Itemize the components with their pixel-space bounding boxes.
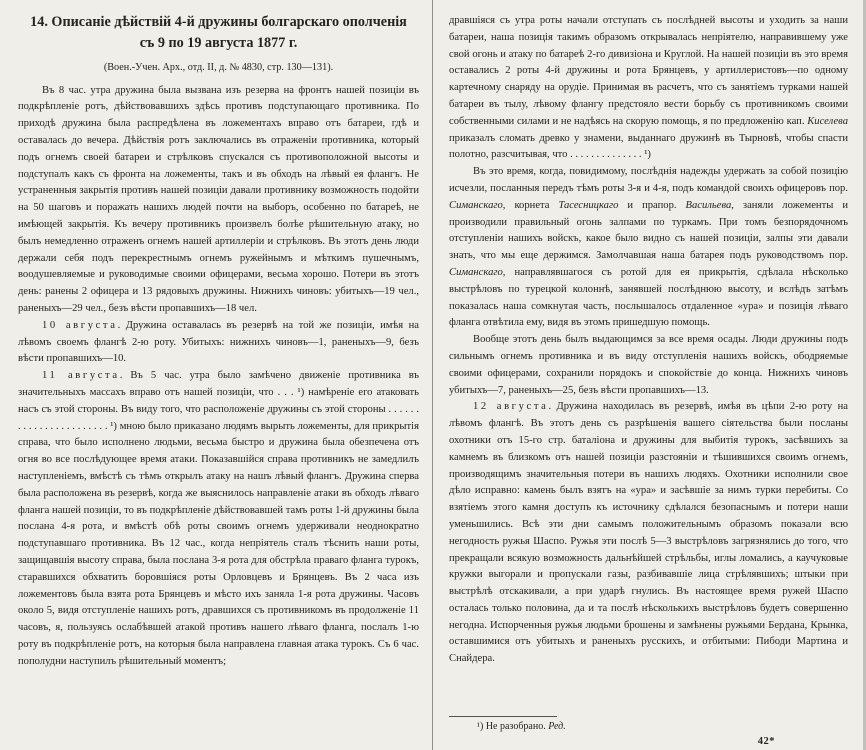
paragraph bbox=[449, 13, 848, 164]
text-segment: . Дружина оставалась въ резервѣ на той же позиціи, имѣя на лѣвомъ своемъ флангѣ 2-ю роту. Убитыхъ: нижнихъ чиновъ—1, раненыхъ—9, безъ вѣсти пропавшихъ—10. bbox=[18, 319, 419, 365]
paragraph bbox=[449, 164, 848, 332]
footnote-editor-signature: Ред. bbox=[548, 721, 566, 732]
date-heading: 12 августа bbox=[473, 401, 549, 413]
text-segment: приказалъ сломать древко у знамени, выданнаго дружинѣ въ Тырновѣ, чтобы спасти полотно, разсчитывая, что . . . . . . . . . . . . . . ¹) bbox=[449, 132, 848, 161]
right-column bbox=[433, 0, 866, 750]
text-segment: и прапор. bbox=[618, 199, 686, 211]
footnote-text-line bbox=[449, 720, 848, 734]
person-name: Киселева bbox=[807, 115, 848, 127]
paragraph bbox=[449, 399, 848, 668]
archive-source-reference: (Воен.-Учен. Арх., отд. II, д. № 4830, стр. 130—131). bbox=[103, 61, 334, 73]
text-segment: . Въ 5 час. утра было замѣчено движеніе противника въ значительныхъ массахъ вправо отъ нашей позиціи, что . . . ¹) намѣреніе его атаковать насъ съ этой стороны. Въ виду того, что расположеніе дружины съ этой стороны . . . . . . . . . . . . . . . . . . . . . . . ¹) мною было приказано людямъ вырыть ложементы, для прикрытія справа, что было исполнено людьми, весьма быстро и дружина была обезпечена отъ огня во все послѣдующее время атаки. Показавшійся справа противникъ не замедлилъ наступленіемъ, вмѣстѣ съ тѣмъ открылъ атаку на нашъ лѣвый флангъ. Дружина сперва была расположена въ резервѣ, когда же выяснилось направленіе атаки въ обходъ лѣваго фланга нашей позиціи, то въ подкрѣпленіе дѣйствовавшей тамъ роты 1-й дружины была послана 4-я рота, и вмѣстѣ обѣ роты своимъ огнемъ удерживали неоднократно подступавшаго противника. Въ 12 час., когда непріятель сталъ тѣснить наши роты, защищавшія высоту справа, была послана 3-я рота для обстрѣла праваго фланга турокъ, старавшихся обхватить боровшіяся роты Орловцевъ и Брянцевъ. Въ 2 часа изъ ложементовъ была взята рота Брянцевъ и мѣсто ихъ заняла 1-я рота дружины. Часовъ около 5, видя отступленіе нашихъ ротъ, дравшихся съ противникомъ въ продолженіе 11 часовъ, я, пользуясь ослабѣвшей атакой противъ нашего лѣваго фланга, послалъ 1-ю роту въ подкрѣпленіе ротъ, на которыя была направлена главная атака турокъ. Съ 6 час. пополудни наступилъ рѣшительный моментъ; bbox=[18, 370, 419, 667]
date-heading: 10 августа bbox=[42, 319, 118, 331]
date-heading: 11 августа bbox=[42, 370, 120, 382]
footnote-rule bbox=[449, 716, 557, 717]
person-name: Симанскаго bbox=[449, 266, 503, 278]
paragraph bbox=[449, 332, 848, 399]
page-number: 42* bbox=[757, 736, 775, 747]
document-title: 14. Описаніе дѣйствій 4-й дружины болгарскаго ополченія съ 9 по 19 августа 1877 г. bbox=[30, 14, 407, 52]
footnote-text: Не разобрано. bbox=[485, 721, 546, 732]
text-segment: Въ это время, когда, повидимому, послѣднія надежды удержать за собой позицію исчезли, посланныя передъ тѣмъ роты 3-я и 4-я, подъ командой своихъ офицеровъ пор. bbox=[449, 166, 848, 194]
person-name: Васильева bbox=[685, 199, 732, 211]
text-segment: Въ 8 час. утра дружина была вызвана изъ резерва на фронтъ нашей позиціи въ подкрѣпленіе ротъ, дѣйствовавшихъ здѣсь противъ подступающаго противника. По приходѣ дружина была распредѣлена въ ложементахъ вправо отъ батареи, гдѣ и оставалась до вечера. Дѣйствія ротъ заключались въ отраженіи противника, который подъ огнемъ своей батареи и стрѣлковъ спускался съ противоположной высоты и подступалъ какъ съ фронта на ложементы, такъ и въ обходъ на лѣвый ея флангъ. Не устраненныя закрытія противъ нашей позиціи давали противнику возможность подойти на 50 шаговъ и поражать нашихъ людей почти на выборъ, особенно по батареѣ, не имѣющей закрытія. Къ вечеру противникъ произвелъ болѣе рѣшительную атаку, но былъ немедленно отраженъ огнемъ нашей артиллеріи и стрѣлковъ. Въ этотъ день люди держали себя подъ перекрестнымъ огнемъ ружейнымъ и мѣткимъ пушечнымъ, воодушевляемые и руководимые своими офицерами, весьма хорошо. Потери въ этотъ день: ранены 2 офицера и 13 рядовыхъ дружины. Нижнихъ чиновъ: убитыхъ—19 чел., раненыхъ—29 чел., безъ вѣсти пропавшихъ—18 чел. bbox=[18, 84, 419, 314]
footnote bbox=[449, 714, 848, 734]
right-column-text bbox=[449, 13, 848, 668]
footnote-marker: ¹) bbox=[477, 721, 484, 732]
text-segment: , корнета bbox=[502, 199, 559, 211]
left-column-text bbox=[18, 83, 419, 671]
text-segment: дравшіяся съ утра роты начали отступать съ послѣдней высоты и уходить за наши батареи, наша позиція такимъ образомъ открывалась непріятелю, направившему уже свой огонь и атаку по батареѣ 2-го дивизіона и Круглой. На нашей позиціи въ это время оставались 2 роты 4-й дружины и рота Брянцевъ, у артиллеристовъ—по одному картечному снаряду на орудіе. Принимая въ расчетъ, что съ занятіемъ турками нашей батареи въ тылу, лѣвому флангу предстояло вести борьбу съ противникомъ своими собственными силами и не надѣясь на скорую помощь, я по предложенію кап. bbox=[449, 15, 848, 127]
person-name: Симанскаго bbox=[449, 199, 503, 211]
text-segment: , заняли ложементы и производили правильный огонь залпами по туркамъ. При томъ безпорядочномъ отступленіи нашихъ войскъ, какое было видно съ нашей позиціи, залпы эти давали знать, что мы еще держимся. Замолчавшая наша батарея подъ руководствомъ пор. bbox=[449, 199, 849, 262]
paragraph bbox=[18, 318, 419, 368]
text-segment: . Дружина находилась въ резервѣ, имѣя въ цѣпи 2-ю роту на лѣвомъ флангѣ. Въ этотъ день съ разрѣшенія вашего сіятельства были посланы охотники отъ 15-го стр. баталіона и дружины для выбитія турокъ, засѣвшихъ за камнемъ въ близкомъ отъ нашей позиціи разстояніи и тѣшившихся своимъ огнемъ, производящимъ значительныя потери въ нашихъ людяхъ. Охотники исполнили свое дѣло исправно: камень былъ взятъ на «ура» и засѣвшіе за нимъ турки перебиты. Со взятіемъ этого камня доступъ къ источнику сдѣлался безопаснымъ и потери наши уменьшились. Всѣ эти дни самымъ положительнымъ образомъ показали всю негодность ружья Шаспо. Ружья эти послѣ 5—3 выстрѣловъ загрязнялись до того, что прекращали всякую возможность дальнѣйшей стрѣльбы, иглы ломались, а каучуковые кружки выгорали и пропускали газы, разбивавшіе лица стрѣлявшихъ; штыки при выстрѣлѣ отскакивали, а при ударѣ гнулись. Въ настоящее время ружей Шаспо осталась только половина, да и та послѣ нѣсколькихъ выстрѣловъ будетъ совершенно негодна. Испорченныя ружья людьми брошены и замѣнены ружьями Бердана, Крынка, оставшимися отъ убитыхъ и раненыхъ русскихъ, и отбитыми: Пибоди Мартина и Снайдера. bbox=[449, 401, 848, 665]
text-segment: , направлявшагося съ ротой для ея прикрытія, сдѣлала нѣсколько выстрѣловъ по турецкой колоннѣ, занявшей послѣднюю высоту, и вслѣдъ затѣмъ показалась наша сомкнутая часть, послышалось отдаленное «ура» и позиція лѣваго фланга отвѣтила ему, видя въ этомъ пришедшую помощь. bbox=[449, 266, 848, 329]
person-name: Тасесницкаго bbox=[558, 199, 619, 211]
paragraph bbox=[18, 83, 419, 318]
paragraph bbox=[18, 368, 419, 670]
text-segment: Вообще этотъ день былъ выдающимся за все время осады. Люди дружины подъ сильнымъ огнемъ противника и въ виду отступленія нашихъ войскъ, ободряемые своими офицерами, сохранили порядокъ и спокойствіе до конца. Нижнихъ чиновъ убитыхъ—7, раненыхъ—25, безъ вѣсти пропавшихъ—13. bbox=[449, 334, 848, 396]
